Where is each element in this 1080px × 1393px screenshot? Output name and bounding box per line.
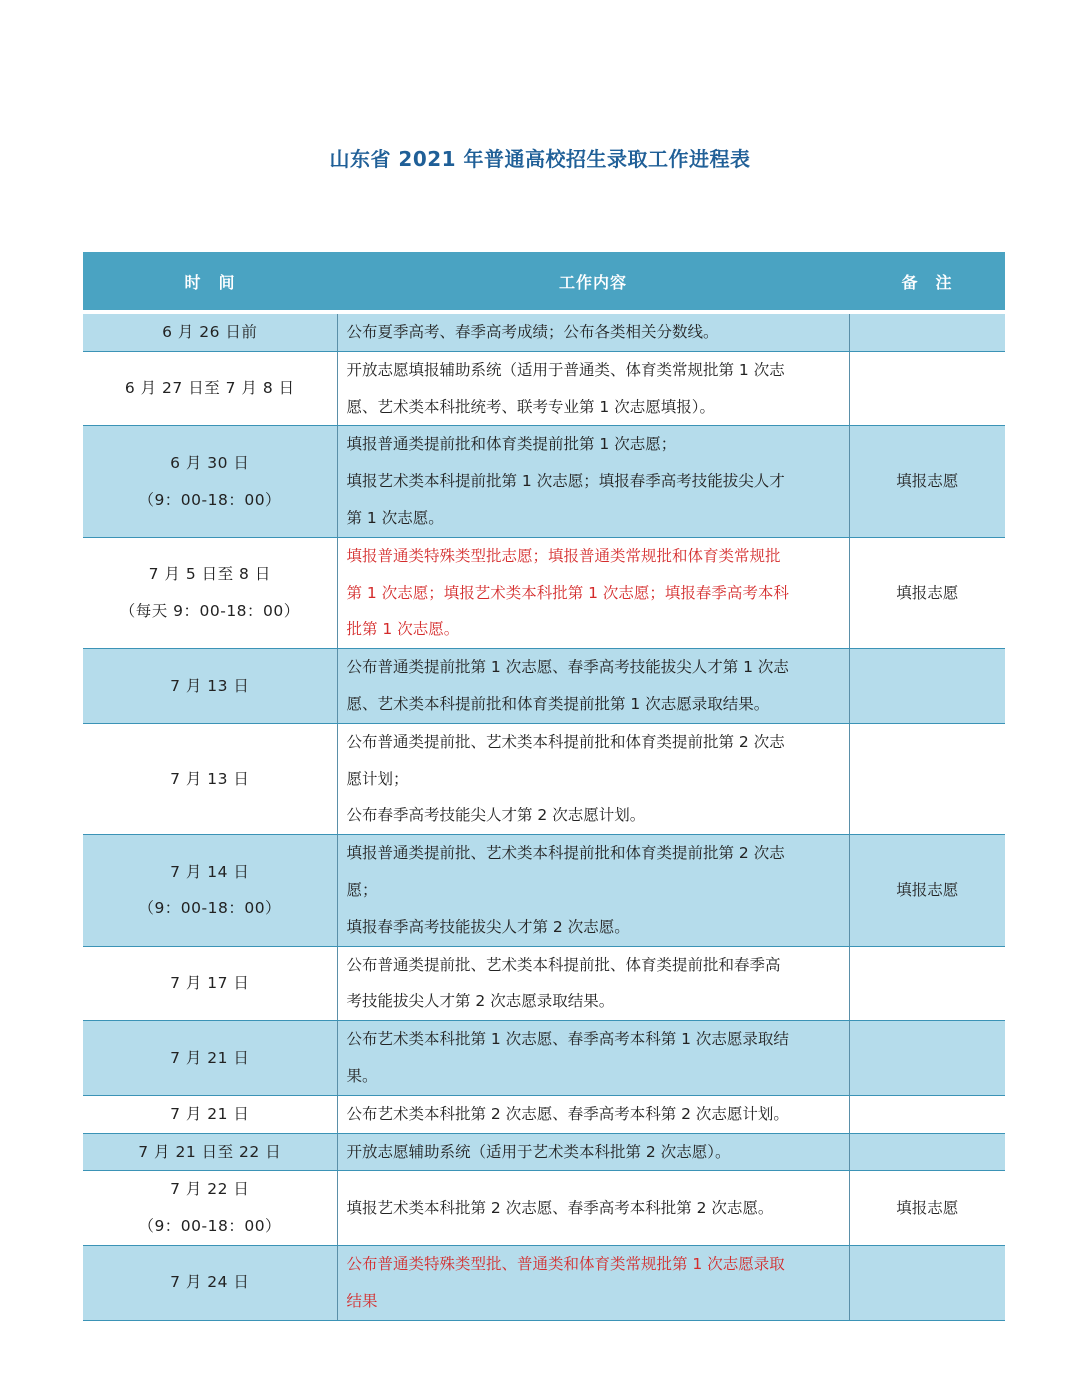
schedule-table xyxy=(83,252,1005,1321)
table-row xyxy=(83,1095,1005,1133)
table-header xyxy=(83,252,1005,312)
time-line: 7 月 21 日 xyxy=(170,1048,250,1067)
content-cell xyxy=(337,946,849,1021)
note-cell: 填报志愿 xyxy=(849,426,1005,537)
time-line: 7 月 14 日 xyxy=(170,862,250,881)
table-body xyxy=(83,312,1005,1320)
page-title: 山东省 2021 年普通高校招生录取工作进程表 xyxy=(329,147,751,171)
content-line: 开放志愿辅助系统（适用于艺术类本科批第 2 次志愿）。 xyxy=(346,1142,731,1161)
table-row xyxy=(83,723,1005,834)
time-cell xyxy=(83,1171,337,1246)
table-row xyxy=(83,1133,1005,1171)
content-line: 公布艺术类本科批第 2 次志愿、春季高考本科第 2 次志愿计划。 xyxy=(346,1104,789,1123)
content-line: 填报普通类提前批和体育类提前批第 1 次志愿； xyxy=(346,435,677,454)
content-cell xyxy=(337,723,849,834)
time-line: （每天 9：00-18：00） xyxy=(119,601,300,620)
note-cell xyxy=(849,946,1005,1021)
note-cell xyxy=(849,1133,1005,1171)
time-cell xyxy=(83,723,337,834)
header-note: 备 注 xyxy=(849,252,1005,312)
time-cell xyxy=(83,1095,337,1133)
content-line: 公布普通类提前批、艺术类本科提前批和体育类提前批第 2 次志 xyxy=(346,732,785,751)
content-line: 填报春季高考技能拔尖人才第 2 次志愿。 xyxy=(346,917,630,936)
time-line: 7 月 5 日至 8 日 xyxy=(148,565,271,584)
time-cell xyxy=(83,1245,337,1320)
time-line: 7 月 24 日 xyxy=(170,1273,250,1292)
note-cell: 填报志愿 xyxy=(849,1171,1005,1246)
time-line: 7 月 13 日 xyxy=(170,769,250,788)
note-cell xyxy=(849,1095,1005,1133)
content-line: 公布春季高考技能尖人才第 2 次志愿计划。 xyxy=(346,806,646,825)
content-line: 结果 xyxy=(346,1291,378,1310)
time-line: （9：00-18：00） xyxy=(138,899,282,918)
content-line: 填报普通类提前批、艺术类本科提前批和体育类提前批第 2 次志 xyxy=(346,844,785,863)
content-cell xyxy=(337,426,849,537)
note-cell xyxy=(849,312,1005,351)
note-cell xyxy=(849,649,1005,724)
content-cell xyxy=(337,1133,849,1171)
content-line: 公布普通类提前批、艺术类本科提前批、体育类提前批和春季高 xyxy=(346,955,781,974)
time-cell xyxy=(83,1133,337,1171)
table-row xyxy=(83,426,1005,537)
table-row xyxy=(83,835,1005,946)
time-cell xyxy=(83,649,337,724)
content-line: 公布普通类特殊类型批、普通类和体育类常规批第 1 次志愿录取 xyxy=(346,1254,785,1273)
note-cell xyxy=(849,351,1005,426)
content-line: 填报艺术类本科批第 2 次志愿、春季高考本科批第 2 次志愿。 xyxy=(346,1198,774,1217)
time-cell xyxy=(83,946,337,1021)
table-row xyxy=(83,1171,1005,1246)
table-row xyxy=(83,351,1005,426)
content-cell xyxy=(337,312,849,351)
table-row xyxy=(83,649,1005,724)
content-cell xyxy=(337,649,849,724)
header-row xyxy=(83,252,1005,312)
content-line: 公布夏季高考、春季高考成绩；公布各类相关分数线。 xyxy=(346,323,719,341)
content-line: 批第 1 次志愿。 xyxy=(346,620,460,639)
note-cell xyxy=(849,1021,1005,1096)
header-time: 时 间 xyxy=(83,252,337,312)
time-cell xyxy=(83,1021,337,1096)
time-line: 7 月 21 日至 22 日 xyxy=(138,1142,282,1161)
content-line: 果。 xyxy=(346,1066,378,1085)
table-row xyxy=(83,537,1005,648)
content-line: 愿、艺术类本科提前批和体育类提前批第 1 次志愿录取结果。 xyxy=(346,694,770,713)
time-cell xyxy=(83,537,337,648)
header-content: 工作内容 xyxy=(337,252,849,312)
time-cell xyxy=(83,351,337,426)
content-line: 愿计划； xyxy=(346,769,409,788)
time-cell xyxy=(83,426,337,537)
time-cell xyxy=(83,312,337,351)
note-cell: 填报志愿 xyxy=(849,835,1005,946)
content-line: 填报普通类特殊类型批志愿；填报普通类常规批和体育类常规批 xyxy=(346,546,781,565)
time-line: （9：00-18：00） xyxy=(138,490,282,509)
content-line: 愿； xyxy=(346,880,378,899)
content-cell xyxy=(337,1245,849,1320)
content-line: 公布艺术类本科批第 1 次志愿、春季高考本科第 1 次志愿录取结 xyxy=(346,1030,789,1049)
time-line: 7 月 21 日 xyxy=(170,1104,250,1123)
content-line: 第 1 次志愿；填报艺术类本科批第 1 次志愿；填报春季高考本科 xyxy=(346,583,789,602)
table-row xyxy=(83,1021,1005,1096)
content-cell xyxy=(337,351,849,426)
time-cell xyxy=(83,835,337,946)
content-cell xyxy=(337,1095,849,1133)
time-line: 6 月 26 日前 xyxy=(162,323,258,341)
content-cell xyxy=(337,1171,849,1246)
note-cell: 填报志愿 xyxy=(849,537,1005,648)
time-line: （9：00-18：00） xyxy=(138,1217,282,1236)
time-line: 6 月 27 日至 7 月 8 日 xyxy=(124,379,295,398)
content-line: 第 1 次志愿。 xyxy=(346,508,444,527)
content-cell xyxy=(337,835,849,946)
note-cell xyxy=(849,1245,1005,1320)
table-row xyxy=(83,1245,1005,1320)
time-line: 7 月 13 日 xyxy=(170,676,250,695)
table-row xyxy=(83,946,1005,1021)
content-line: 愿、艺术类本科批统考、联考专业第 1 次志愿填报）。 xyxy=(346,397,715,416)
content-cell xyxy=(337,1021,849,1096)
time-line: 6 月 30 日 xyxy=(170,453,250,472)
table-row xyxy=(83,312,1005,351)
content-line: 开放志愿填报辅助系统（适用于普通类、体育类常规批第 1 次志 xyxy=(346,360,785,379)
content-line: 公布普通类提前批第 1 次志愿、春季高考技能拔尖人才第 1 次志 xyxy=(346,658,789,677)
note-cell xyxy=(849,723,1005,834)
content-line: 考技能拔尖人才第 2 次志愿录取结果。 xyxy=(346,992,615,1011)
time-line: 7 月 17 日 xyxy=(170,973,250,992)
content-cell xyxy=(337,537,849,648)
content-line: 填报艺术类本科提前批第 1 次志愿；填报春季高考技能拔尖人才 xyxy=(346,472,785,491)
time-line: 7 月 22 日 xyxy=(170,1180,250,1199)
